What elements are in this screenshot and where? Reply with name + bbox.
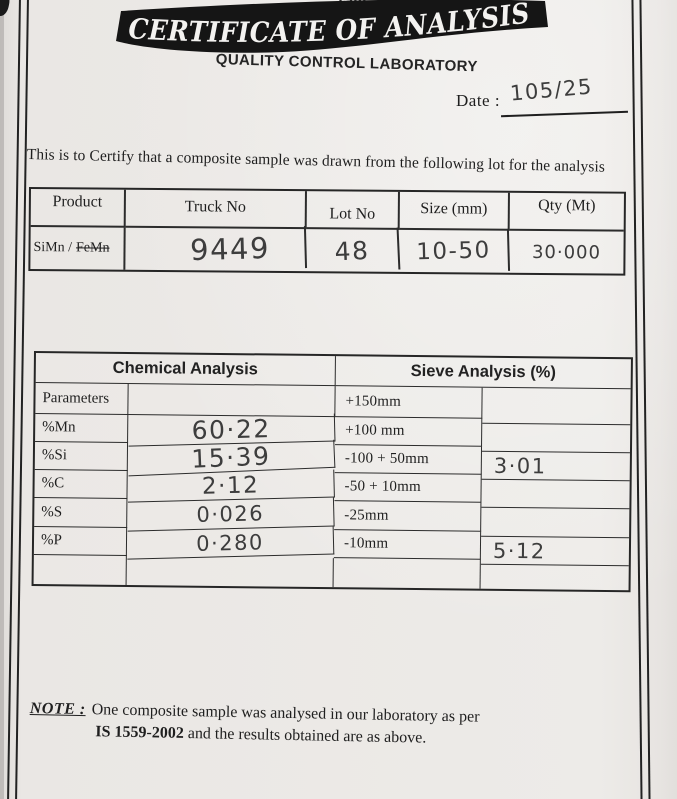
param-label: %Mn (35, 414, 128, 443)
title-banner (111, 0, 556, 60)
lot-product-value (30, 227, 125, 270)
lot-header-product: Product (31, 189, 126, 228)
param-label (34, 555, 127, 585)
param-value-handwritten: 60·22 (128, 414, 336, 447)
sieve-value-handwritten (482, 393, 630, 426)
note-line1: One composite sample was analysed in our laboratory as per (91, 701, 480, 726)
param-label: Parameters (35, 383, 128, 415)
lot-table (28, 187, 626, 276)
date-label: Date : (456, 91, 501, 110)
lot-header-size: Size (mm) (400, 192, 510, 231)
certificate-title: CERTIFICATE OF ANALYSIS (127, 0, 535, 49)
lot-size-handwritten: 10-50 (399, 229, 510, 274)
sieve-value-handwritten (480, 565, 628, 596)
note-line2 (95, 721, 609, 753)
param-value-handwritten: 0·280 (127, 527, 335, 560)
lot-truck-no-handwritten: 9449 (125, 226, 307, 273)
sieve-label: -25mm (334, 501, 481, 532)
note-block (29, 698, 610, 753)
param-value-handwritten: 15·39 (127, 440, 335, 477)
date-underline (501, 111, 628, 117)
note-label: NOTE : (29, 699, 86, 719)
sieve-label: -100 + 50mm (335, 445, 482, 475)
certify-statement: This is to Certify that a composite sample was drawn from the following lot for the analysis (26, 146, 606, 176)
sieve-value-handwritten: 5·12 (481, 537, 629, 567)
analysis-table (32, 351, 633, 592)
lot-header-lot-no: Lot No (307, 191, 400, 230)
param-label: %C (34, 470, 127, 499)
lot-header-qty: Qty (Mt) (510, 193, 624, 232)
scan-edge-shadow (0, 0, 4, 799)
date-value-handwritten: 105/25 (509, 74, 594, 106)
page-border-left (7, 0, 29, 799)
param-value-handwritten: 2·12 (127, 470, 335, 503)
param-value-handwritten: 0·026 (127, 498, 335, 532)
scan-corner-artifact (0, 0, 11, 17)
note-line2-rest: and the results obtained are as above. (183, 724, 427, 747)
note-standard-ref: IS 1559-2002 (95, 723, 184, 742)
sieve-value-handwritten (481, 480, 629, 510)
sieve-label: -50 + 10mm (334, 473, 481, 503)
param-label: %S (34, 498, 127, 528)
sieve-value-handwritten (481, 508, 629, 539)
lot-qty-handwritten: 30·000 (531, 241, 602, 263)
lab-subtitle: QUALITY CONTROL LABORATORY (215, 51, 478, 76)
sieve-value-handwritten: 3·01 (482, 452, 630, 482)
param-label: %Si (35, 442, 128, 471)
product-simn-text: SiMn / (33, 240, 73, 256)
param-value-handwritten (127, 556, 334, 587)
lot-lot-no-handwritten: 48 (306, 227, 401, 273)
param-label: %P (34, 527, 127, 556)
sieve-label: +100 mm (335, 417, 482, 447)
sieve-label: +150mm (335, 386, 482, 419)
product-femn-struck-text: FeMn (75, 240, 110, 256)
sieve-value-handwritten (482, 424, 630, 454)
param-value-handwritten (128, 384, 335, 417)
page-border-right (631, 0, 650, 799)
lot-header-truck-no: Truck No (126, 190, 307, 229)
sieve-analysis-header: Sieve Analysis (%) (336, 356, 631, 389)
sieve-label (334, 558, 481, 589)
chemical-analysis-header: Chemical Analysis (36, 353, 336, 386)
sieve-label: -10mm (334, 530, 481, 560)
